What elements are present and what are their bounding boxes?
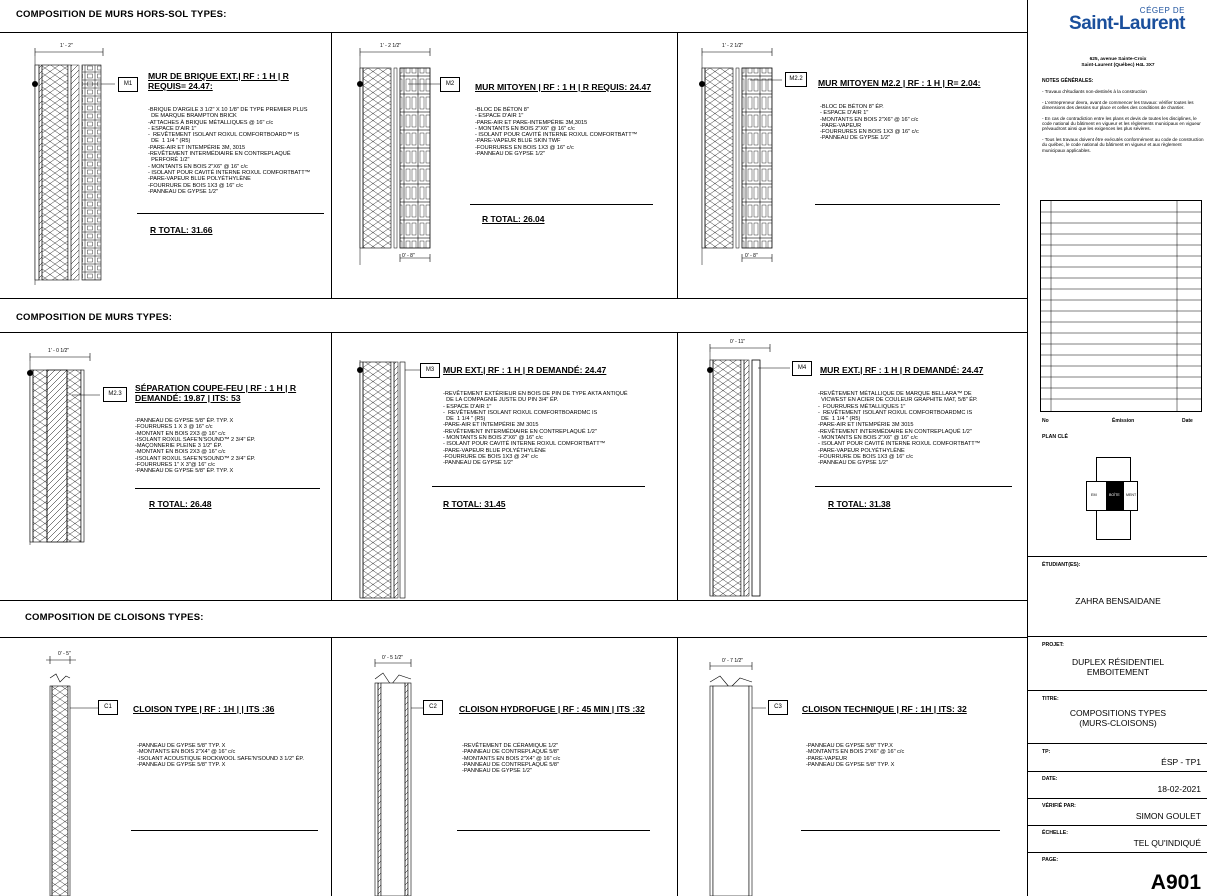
list-item: -PANNEAU DE GYPSE 1/2" [148,188,218,195]
list-item: - MONTANTS EN BOIS 2"X6" @ 16" c/c [148,163,248,170]
key-plan-label: PLAN CLÉ [1042,434,1068,440]
wall-section-m4-drawing [698,338,798,598]
list-item: - ESPACE D'AIR 1" [443,403,492,410]
frame-line [331,332,332,600]
m23-divider [135,488,320,489]
general-notes [1042,79,1204,158]
wall-section-m3-drawing [348,350,438,600]
section-title-above-grade: COMPOSITION DE MURS HORS-SOL TYPES: [16,9,227,20]
key-plan-right-label: MENT [1126,493,1137,497]
rev-col-no: No [1042,418,1049,424]
project-line-2: EMBOITEMENT [1086,667,1150,677]
list-item: -PARE-VAPEUR POLYÉTHYLÈNE [818,447,905,454]
list-item: VICWEST EN ACIER DE COULEUR GRAPHITE MAT, 5/8" ÉP. [818,397,978,404]
list-item: - MONTANTS EN BOIS 2"X6" @ 16" c/c [443,435,543,442]
list-item: -PANNEAU DE GYPSE 5/8" ÉP. TYP. X [135,418,234,424]
m1-title: MUR DE BRIQUE EXT.| RF : 1 H | R REQUIS= 24.47: [148,71,289,91]
c2-dimension: 0' - 5 1/2" [382,655,404,661]
list-item: -MONTANT EN BOIS 2X3 @ 16" c/c [135,449,226,456]
frame-line [0,637,1027,638]
c3-tag: C3 [768,700,788,715]
m22-layer-list [820,104,1000,142]
frame-line [0,332,1027,333]
key-plan-left-label: EM [1091,493,1097,497]
list-item: -FOURRURES EN BOIS 1X3 @ 16" c/c [475,144,574,151]
list-item: - REVÊTEMENT ISOLANT ROXUL COMFORTBOARDMC IS [443,409,598,416]
frame-line [677,332,678,600]
list-item: - ESPACE D'AIR 1" [820,110,869,117]
list-item: -PANNEAU DE GYPSE 1/2" [818,460,888,467]
partition-c3-drawing [700,658,770,896]
frame-line [677,32,678,298]
list-item: - REVÊTEMENT ISOLANT ROXUL COMFORTBOARD™ IS [148,132,300,139]
c2-tag: C2 [423,700,443,715]
m1-tag: M1 [118,77,138,92]
partition-c1-drawing [40,650,100,896]
c2-divider [457,830,650,831]
checked-by-label: VÉRIFIÉ PAR: [1042,803,1076,809]
student-label: ÉTUDIANT(ES): [1042,562,1081,568]
scale-value: TEL QU'INDIQUÉ [1133,838,1201,848]
list-item: -PARE-VAPEUR [806,755,848,762]
note-item: - L'entrepreneur devra, avant de commencer les travaux: vérifier toutes les dimensions des dessins sur place et celles des conditions de chantier. [1042,99,1194,111]
list-item: PERFORÉ 1/2" [148,157,190,164]
list-item: -REVÊTEMENT INTERMÉDIAIRE EN CONTREPLAQUÉ 1/2" [443,428,597,435]
c3-divider [801,830,1000,831]
m4-layer-list [818,391,1023,467]
list-item: -PANNEAU DE GYPSE 1/2" [820,135,890,142]
list-item: -MAÇONNERIE PLEINE 3 1/2" ÉP. [135,443,223,450]
frame-line [0,298,1027,299]
divider [1028,852,1207,853]
section-title-partitions: COMPOSITION DE CLOISONS TYPES: [25,612,204,623]
list-item: -PARE-AIR ET INTEMPÉRIE 3M 3015 [443,422,539,429]
divider [1028,771,1207,772]
list-item: -PARE-AIR ET INTEMPÉRIE 3M 3015 [818,422,914,429]
list-item: -MONTANTS EN BOIS 2"X6" @ 16" c/c [820,116,919,123]
list-item: -PANNEAU DE GYPSE 5/8" TYP.X [806,743,893,749]
list-item: -REVÊTEMENT DE CÉRAMIQUE 1/2" [462,743,559,749]
notes-heading: NOTES GÉNÉRALES: [1042,78,1094,84]
list-item: - ISOLANT POUR CAVITÉ INTERNE ROXUL COMFORTBATT™ [818,441,981,448]
list-item: -PARE-VAPEUR BLUE POLYÉTHYLÈNE [443,447,546,454]
m4-r-total: R TOTAL: 31.38 [828,499,891,509]
page-number: A901 [1150,871,1201,894]
m22-title: MUR MITOYEN M2.2 | RF : 1 H | R= 2.04: [818,78,981,88]
list-item: -BLOC DE BÉTON 8" ÉP. [820,104,884,110]
frame-line [0,32,1027,33]
m2-divider [470,204,653,205]
m1-layer-list [148,107,328,195]
note-item: - En cas de contradiction entre les plans et devis de toutes les disciplines, le code national du bâtiment en vigueur et les règlements municipaux en vigueur prévaudront ainsi que les exigences les plus sévères. [1042,115,1201,132]
list-item: - ESPACE D'AIR 1" [475,113,524,120]
m3-r-total: R TOTAL: 31.45 [443,499,506,509]
list-item: - ISOLANT POUR CAVITÉ INTERNE ROXUL COMFORTBATT™ [443,441,606,448]
list-item: -PARE-AIR ET INTEMPÉRIE 3M, 3015 [148,144,246,151]
list-item: -REVÊTEMENT INTERMÉDIAIRE EN CONTREPLAQUÉ 1/2" [818,428,972,435]
list-item: -PANNEAU DE GYPSE 5/8" ÉP. TYP. X [135,468,234,475]
list-item: -FOURRURE DE BOIS 1X3 @ 16" c/c [818,453,914,460]
list-item: -MONTANTS EN BOIS 2"X6" @ 16" c/c [806,749,905,756]
divider [1028,743,1207,744]
list-item: -MONTANTS EN BOIS 2"X4" @ 16" c/c [137,749,236,756]
m4-title: MUR EXT.| RF : 1 H | R DEMANDÉ: 24.47 [820,365,984,375]
m1-r-total: R TOTAL: 31.66 [150,225,213,235]
title-block [1027,0,1207,896]
list-item: - ESPACE D'AIR 1" [148,125,197,132]
m3-title: MUR EXT.| RF : 1 H | R DEMANDÉ: 24.47 [443,365,607,375]
c3-layer-list [806,743,996,768]
c1-divider [131,830,318,831]
list-item: -MONTANT EN BOIS 2X3 @ 16" c/c [135,430,226,437]
list-item: -ISOLANT ACOUSTIQUE ROCKWOOL SAFE'N'SOUND 3 1/2" ÉP. [137,755,304,762]
section-title-walls: COMPOSITION DE MURS TYPES: [16,312,173,323]
list-item: -ISOLANT ROXUL SAFE'N'SOUND™ 2 3/4" ÉP. [135,455,256,462]
page-label: PAGE: [1042,857,1059,863]
list-item: -PANNEAU DE GYPSE 1/2" [462,768,532,775]
wall-section-m22-drawing [690,40,790,270]
college-logo: Saint-Laurent [1069,13,1185,34]
m3-tag: M3 [420,363,440,378]
frame-line [0,600,1027,601]
m2-dimension-bottom: 0' - 8" [402,253,415,259]
list-item: -PANNEAU DE GYPSE 1/2" [475,151,545,158]
m22-dimension: 1' - 2 1/2" [722,43,744,49]
m23-title: SÉPARATION COUPE-FEU | RF : 1 H | R DEMANDÉ: 19.87 | ITS: 53 [135,383,297,403]
project-line-1: DUPLEX RÉSIDENTIEL [1071,657,1165,667]
list-item: -FOURRURES EN BOIS 1X3 @ 16" c/c [820,129,919,136]
list-item: -PANNEAU DE CONTREPLAQUÉ 5/8" [462,761,559,768]
partition-c2-drawing [365,655,425,896]
list-item: -PANNEAU DE CONTREPLAQUÉ 5/8" [462,749,559,756]
m23-dimension: 1' - 0 1/2" [48,348,70,354]
divider [1028,825,1207,826]
list-item: - REVÊTEMENT ISOLANT ROXUL COMFORTBOARDMC IS [818,409,973,416]
date-label: DATE: [1042,776,1058,782]
list-item: -PARE-VAPEUR [820,122,862,129]
list-item: -REVÊTEMENT INTERMÉDIAIRE EN CONTREPLAQUÉ [148,151,291,158]
frame-line [331,637,332,896]
m4-dimension: 0' - 11" [730,339,746,345]
c1-dimension: 0' - 5" [58,651,71,657]
frame-line [677,637,678,896]
m2-r-total: R TOTAL: 26.04 [482,214,545,224]
m22-dimension-bottom: 0' - 8" [745,253,758,259]
list-item: -FOURRURE DE BOIS 1X3 @ 16" c/c [148,182,244,189]
note-item: - Travaux d'étudiants non-destinés à la construction [1042,89,1147,95]
tp-value: ÉSP - TP1 [1161,757,1201,767]
scale-label: ÉCHELLE: [1042,830,1068,836]
m2-dimension: 1' - 2 1/2" [380,43,402,49]
m3-layer-list [443,391,673,467]
list-item: -ATTACHES À BRIQUE MÉTALLIQUES @ 16" c/c [148,119,274,126]
divider [1028,690,1207,691]
m2-tag: M2 [440,77,460,92]
m1-dimension: 1' - 2" [60,43,73,49]
c3-title: CLOISON TECHNIQUE | RF : 1H | ITS: 32 [802,704,967,714]
list-item: - ISOLANT POUR CAVITÉ INTERNE ROXUL COMFORTBATT™ [148,169,311,176]
list-item: -FOURRURES 1 X 3 @ 16" c/c [135,424,213,431]
m23-r-total: R TOTAL: 26.48 [149,499,212,509]
divider [1028,636,1207,637]
m4-divider [815,486,1012,487]
c1-layer-list [137,743,327,768]
address-line-2: Saint-Laurent (Québec) H4L 3X7 [1081,63,1155,68]
m1-divider [137,213,324,214]
student-name: ZAHRA BENSAIDANE [1075,596,1161,606]
list-item: -PANNEAU DE GYPSE 5/8" TYP. X [137,743,226,749]
list-item: -PANNEAU DE GYPSE 5/8" TYP. X [806,761,895,768]
revision-table [1040,200,1202,412]
list-item: -ISOLANT ROXUL SAFE'N'SOUND™ 2 3/4" ÉP. [135,436,256,443]
c2-layer-list [462,743,652,774]
list-item: -PARE-VAPEUR BLUE SKIN TWF [475,138,561,145]
frame-line [331,32,332,298]
list-item: -REVÊTEMENT MÉTALLIQUE DE MARQUE BELLARA™ DE [818,391,972,397]
checked-by-value: SIMON GOULET [1135,811,1201,821]
m2-layer-list [475,107,670,157]
list-item: -BLOC DE BÉTON 8" [475,107,529,113]
drawing-title-line-2: (MURS-CLOISONS) [1079,718,1157,728]
tp-label: TP: [1042,749,1051,755]
m23-layer-list [135,418,320,475]
divider [1028,556,1207,557]
list-item: - MONTANTS EN BOIS 2"X6" @ 16" c/c [475,125,575,132]
list-item: DE MARQUE BRAMPTON BRICK [148,113,237,120]
list-item: - MONTANTS EN BOIS 2"X6" @ 16" c/c [818,435,918,442]
key-plan-mid-label: BOÎTE [1109,493,1120,497]
list-item: - FOURRURES MÉTALLIQUES 1" [818,403,906,410]
wall-section-m23-drawing [20,345,100,550]
address-line-1: 625, avenue Sainte-Croix [1089,57,1147,62]
c2-title: CLOISON HYDROFUGE | RF : 45 MIN | ITS :32 [459,704,645,714]
drawing-title-line-1: COMPOSITIONS TYPES [1069,708,1167,718]
m3-divider [432,486,645,487]
m22-tag: M2.2 [785,72,807,87]
title-label: TITRE: [1042,696,1059,702]
list-item: -FOURRURE DE BOIS 1X3 @ 24" c/c [443,453,539,460]
rev-col-emission: Émission [1112,418,1135,424]
date-value: 18-02-2021 [1157,784,1201,794]
list-item: -BRIQUE D'ARGILE 3 1/2" X 10 1/8" DE TYPE PREMIER PLUS [148,107,308,113]
wall-section-m1-drawing [25,40,115,285]
list-item: -FOURRURES 1" X 3"@ 16" c/c [135,462,216,469]
list-item: DE 1 1/4 " (R5) [148,138,191,145]
note-item: - Tous les travaux doivent être exécutés conformément au code de construction du québec, le code national du bâtiment en vigueur et aux règlement municipaux applicables. [1042,136,1204,153]
list-item: -PARE-AIR ET PARE-INTEMPÉRIE 3M,3015 [475,119,588,126]
rev-col-date: Date [1182,418,1193,424]
c3-dimension: 0' - 7 1/2" [722,658,744,664]
divider [1028,798,1207,799]
m22-divider [815,204,1000,205]
c1-title: CLOISON TYPE | RF : 1H | | ITS :36 [133,704,275,714]
logo-top-text: CÉGEP DE [1139,6,1185,15]
list-item: - ISOLANT POUR CAVITÉ INTERNE ROXUL COMFORTBATT™ [475,132,638,139]
list-item: DE 1 1/4 " (R5) [443,416,486,423]
wall-section-m2-drawing [348,40,448,270]
m23-tag: M2.3 [103,387,127,402]
project-label: PROJET: [1042,642,1064,648]
list-item: -REVÊTEMENT EXTÉRIEUR EN BOIS DE PIN DE TYPE AKTA ANTIQUÉ [443,391,628,397]
list-item: -PANNEAU DE GYPSE 5/8" TYP. X [137,761,226,768]
c1-tag: C1 [98,700,118,715]
list-item: DE 1 1/4 " (R5) [818,416,861,423]
list-item: DE LA COMPAGNIE JUSTE DU PIN 3/4" ÉP. [443,397,559,404]
m4-tag: M4 [792,361,812,376]
m2-title: MUR MITOYEN | RF : 1 H | R REQUIS: 24.47 [475,82,652,92]
list-item: -MONTANTS EN BOIS 2"X4" @ 16" c/c [462,755,561,762]
list-item: -PARE-VAPEUR BLUE POLYÉTHYLÈNE [148,176,251,183]
list-item: -PANNEAU DE GYPSE 1/2" [443,460,513,467]
